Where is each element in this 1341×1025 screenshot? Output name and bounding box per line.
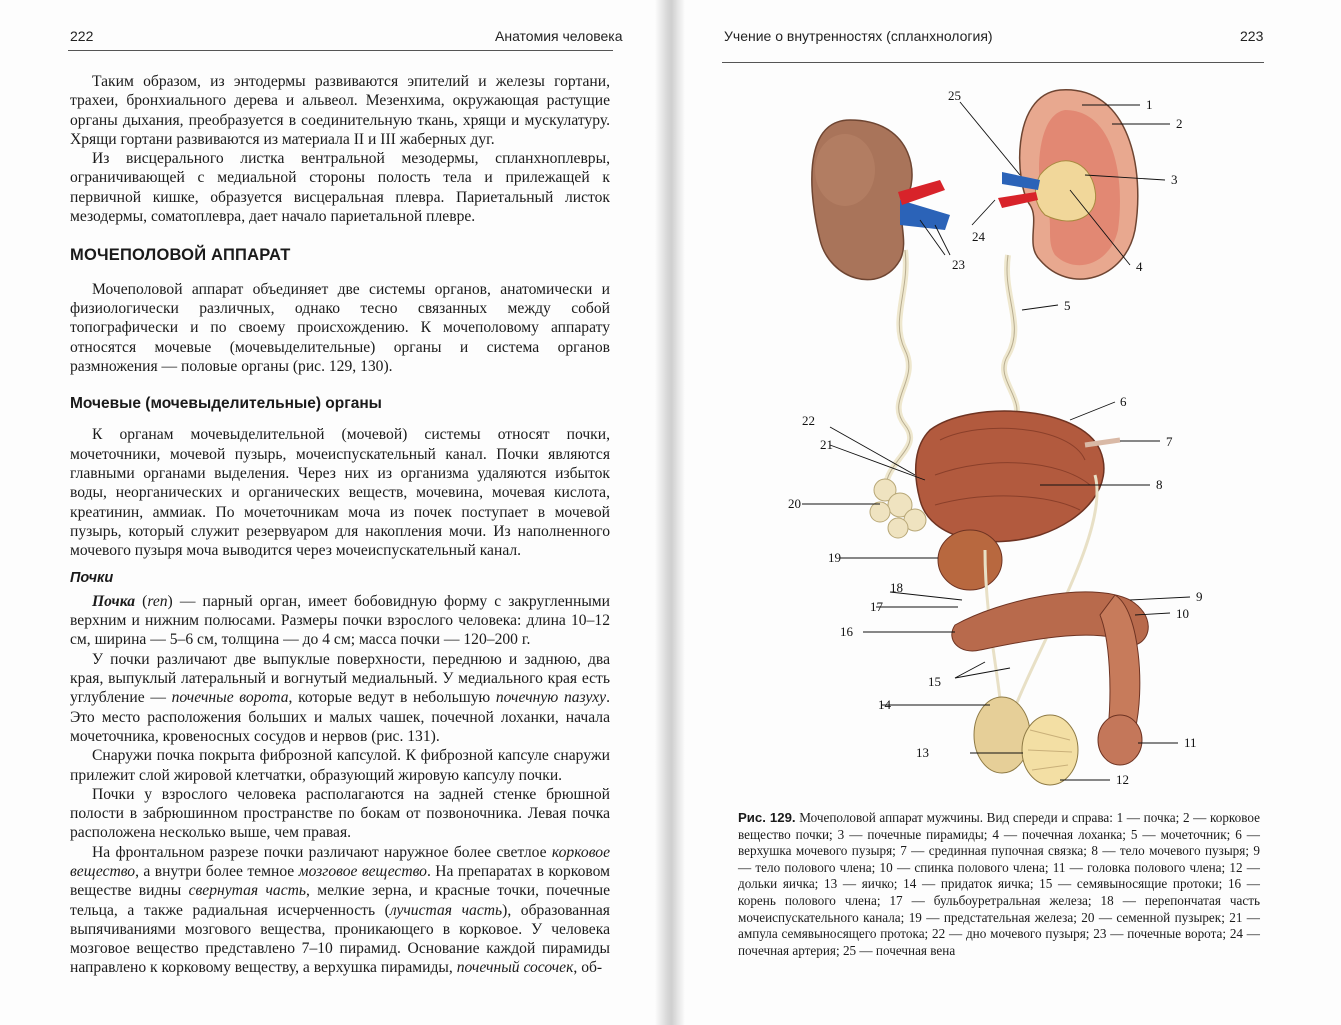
renal-vein-right (900, 200, 950, 230)
callout-label: 3 (1171, 172, 1178, 187)
paragraph-kidney-definition (70, 592, 610, 650)
ureter-right (885, 250, 911, 500)
header-rule-left (68, 50, 613, 51)
text-run: ( (135, 592, 148, 610)
callout-label: 13 (916, 745, 929, 760)
callout-label: 9 (1196, 589, 1203, 604)
text-run: , об- (573, 959, 603, 977)
callout-label: 1 (1146, 97, 1153, 112)
callout-label: 20 (788, 496, 801, 511)
callout-label: 8 (1156, 477, 1163, 492)
callout-label: 16 (840, 624, 853, 639)
callout-label: 14 (878, 697, 891, 712)
book-gutter (655, 0, 685, 1025)
latin-term: ren (147, 592, 168, 610)
bladder (916, 411, 1104, 542)
text-run: . Это место расположения больших и малых чашек, почечной лоханки, начала мочеточника, кровеносных сосудов и нервов (рис. 131). (70, 689, 610, 745)
callout-label: 2 (1176, 116, 1183, 131)
text-run: . На препаратах в корковом веществе видны (70, 862, 610, 900)
text-run: На фронтальном разрезе почки различают наружное более светлое (92, 843, 552, 861)
callout-label: 4 (1136, 259, 1143, 274)
left-page-body (70, 72, 610, 978)
callout-label: 17 (870, 599, 883, 614)
callout-label: 22 (802, 413, 815, 428)
text-run: , которые ведут в небольшую (288, 689, 496, 707)
testis (974, 697, 1030, 773)
callout-label: 21 (820, 437, 833, 452)
term: Почка (92, 592, 136, 610)
callout-label: 5 (1064, 298, 1071, 313)
text-run: , мелкие зерна, и красные точки, почечные тельца, а также радиальная исчерченность ( (70, 882, 611, 919)
paragraph: Из висцерального листка вентральной мезодермы, спланхноплевры, ограничивающей с медиальной стороны полость тела и прилежащей к первичной кишке, образуется висцеральная плевра. Париетальный листок мезодермы, соматоплевра, дает начало париетальной плевре. (70, 150, 610, 226)
callout-label: 18 (890, 580, 903, 595)
italic-term: свернутая часть (188, 882, 306, 900)
page-number-right: 223 (1240, 28, 1264, 44)
italic-term: почечные ворота (171, 689, 289, 707)
italic-term: лучистая часть (389, 901, 503, 919)
page-number-left: 222 (70, 28, 94, 44)
subsubsection-heading: Почки (70, 569, 114, 586)
italic-term: корковое вещество (70, 843, 610, 880)
glans (1098, 715, 1142, 765)
paragraph: Снаружи почка покрыта фиброзной капсулой. К фиброзной капсуле снаружи прилежит слой жировой клетчатки, образующий жировую капсулу почки. (70, 747, 610, 784)
urogenital-illustration (740, 80, 1280, 800)
paragraph: Таким образом, из энтодермы развиваются эпителий и железы гортани, трахеи, бронхиального дерева и альвеол. Мезенхима, окружающая растущие органы дыхания, преобразуется в соединительную ткань, хрящи и мускулатуру. Хрящи гортани развиваются из материала II и III жаберных дуг. (70, 73, 610, 148)
running-head-right: Учение о внутренностях (спланхнология) (724, 28, 993, 44)
caption-text: Мочеполовой аппарат мужчины. Вид спереди и справа: 1 — почка; 2 — корковое вещество почки; 3 — почечные пирамиды; 4 — почечная лоханка; 5 — мочеточник; 6 — верхушка мочевого пузыря; 7 — срединная пупочная связка; 8 — тело мочевого пузыря; 9 — тело полового члена; 10 — спинка полового члена; 11 — головка полового члена; 12 — дольки яичка; 13 — яичко; 14 — придаток яичка; 15 — семявыносящие протоки; 16 — корень полового члена; 17 — бульбоуретральная железа; 18 — перепончатая часть мочеиспускательного канала; 19 — предстательная железа; 20 — семенной пузырек; 21 — ампула семявыносящего протока; 22 — дно мочевого пузыря; 23 — почечные ворота; 24 — почечная артерия; 25 — почечная вена (738, 810, 1260, 958)
paragraph: Почки у взрослого человека располагаются на задней стенке брюшной полости в забрюшинном пространстве по бокам от позвоночника. Левая почка расположена несколько выше, чем правая. (70, 785, 610, 842)
text-run: , а внутри более темное (135, 862, 299, 880)
caption-title: Рис. 129. (738, 810, 796, 825)
subsection-heading: Мочевые (мочевыделительные) органы (70, 395, 382, 413)
text-run: У почки различают две выпуклые поверхности, переднюю и заднюю, два края, выпуклый латеральный и вогнутый медиальный. У медиального края есть углубление — (70, 650, 610, 707)
prostate (938, 530, 1002, 590)
paragraph: Мочеполовой аппарат объединяет две системы органов, анатомически и физиологически различных, однако тесно связанных между собой топографически и по своему происхождению. К мочеполовому аппарату относятся мочевые (мочевыделительные) органы и система органов размножения — половые органы (рис. 129, 130). (70, 280, 610, 375)
italic-term: мозговое вещество (298, 862, 427, 880)
callout-label: 6 (1120, 394, 1127, 409)
callout-label: 19 (828, 550, 841, 565)
callout-label: 23 (952, 257, 965, 272)
callout-label: 11 (1184, 735, 1197, 750)
figure-caption (738, 810, 1260, 959)
italic-term: почечную пазуху (495, 689, 607, 707)
paragraph-kidney-surfaces (70, 650, 610, 746)
text-run: ), образованная выпячиваниями мозгового вещества, проникающего в корковое. У человека мозговое вещество представлено 7–10 пирамид. Основание каждой пирамиды направлено к корковому веществу, а верхушка пирамиды, (70, 901, 610, 977)
callout-label: 12 (1116, 772, 1129, 787)
paragraph-kidney-section (70, 843, 610, 978)
callout-label: 7 (1166, 434, 1173, 449)
section-heading: МОЧЕПОЛОВОЙ АППАРАТ (70, 246, 291, 265)
italic-term: почечный сосочек (456, 959, 574, 977)
callout-label: 15 (928, 674, 941, 689)
anatomy-figure (740, 80, 1280, 800)
callout-label: 25 (948, 88, 961, 103)
text-run: ) — парный орган, имеет бобовидную форму с закругленными верхним и нижним полюсами. Размеры почки взрослого человека: длина 10–12 см, ширина — 5–6 см, толщина — до 4 см; масса почки — 120–200 г. (70, 592, 611, 649)
callout-label: 24 (972, 229, 985, 244)
callout-label: 10 (1176, 606, 1189, 621)
header-rule-right (722, 62, 1264, 63)
paragraph: К органам мочевыделительной (мочевой) системы относят почки, мочеточники, мочевой пузырь, мочеиспускательный канал. Почки являются главными органами выделения. Через них из организма удаляются избыток воды, неорганических и органических веществ, мочевина, мочевая кислота, креатинин, аммиак. По мочеточникам моча из почек поступает в мочевой пузырь, который служит резервуаром для накопления мочи. Из наполненного мочевого пузыря моча выводится через мочеиспускательный канал. (70, 426, 610, 560)
running-head-left: Анатомия человека (495, 28, 623, 44)
